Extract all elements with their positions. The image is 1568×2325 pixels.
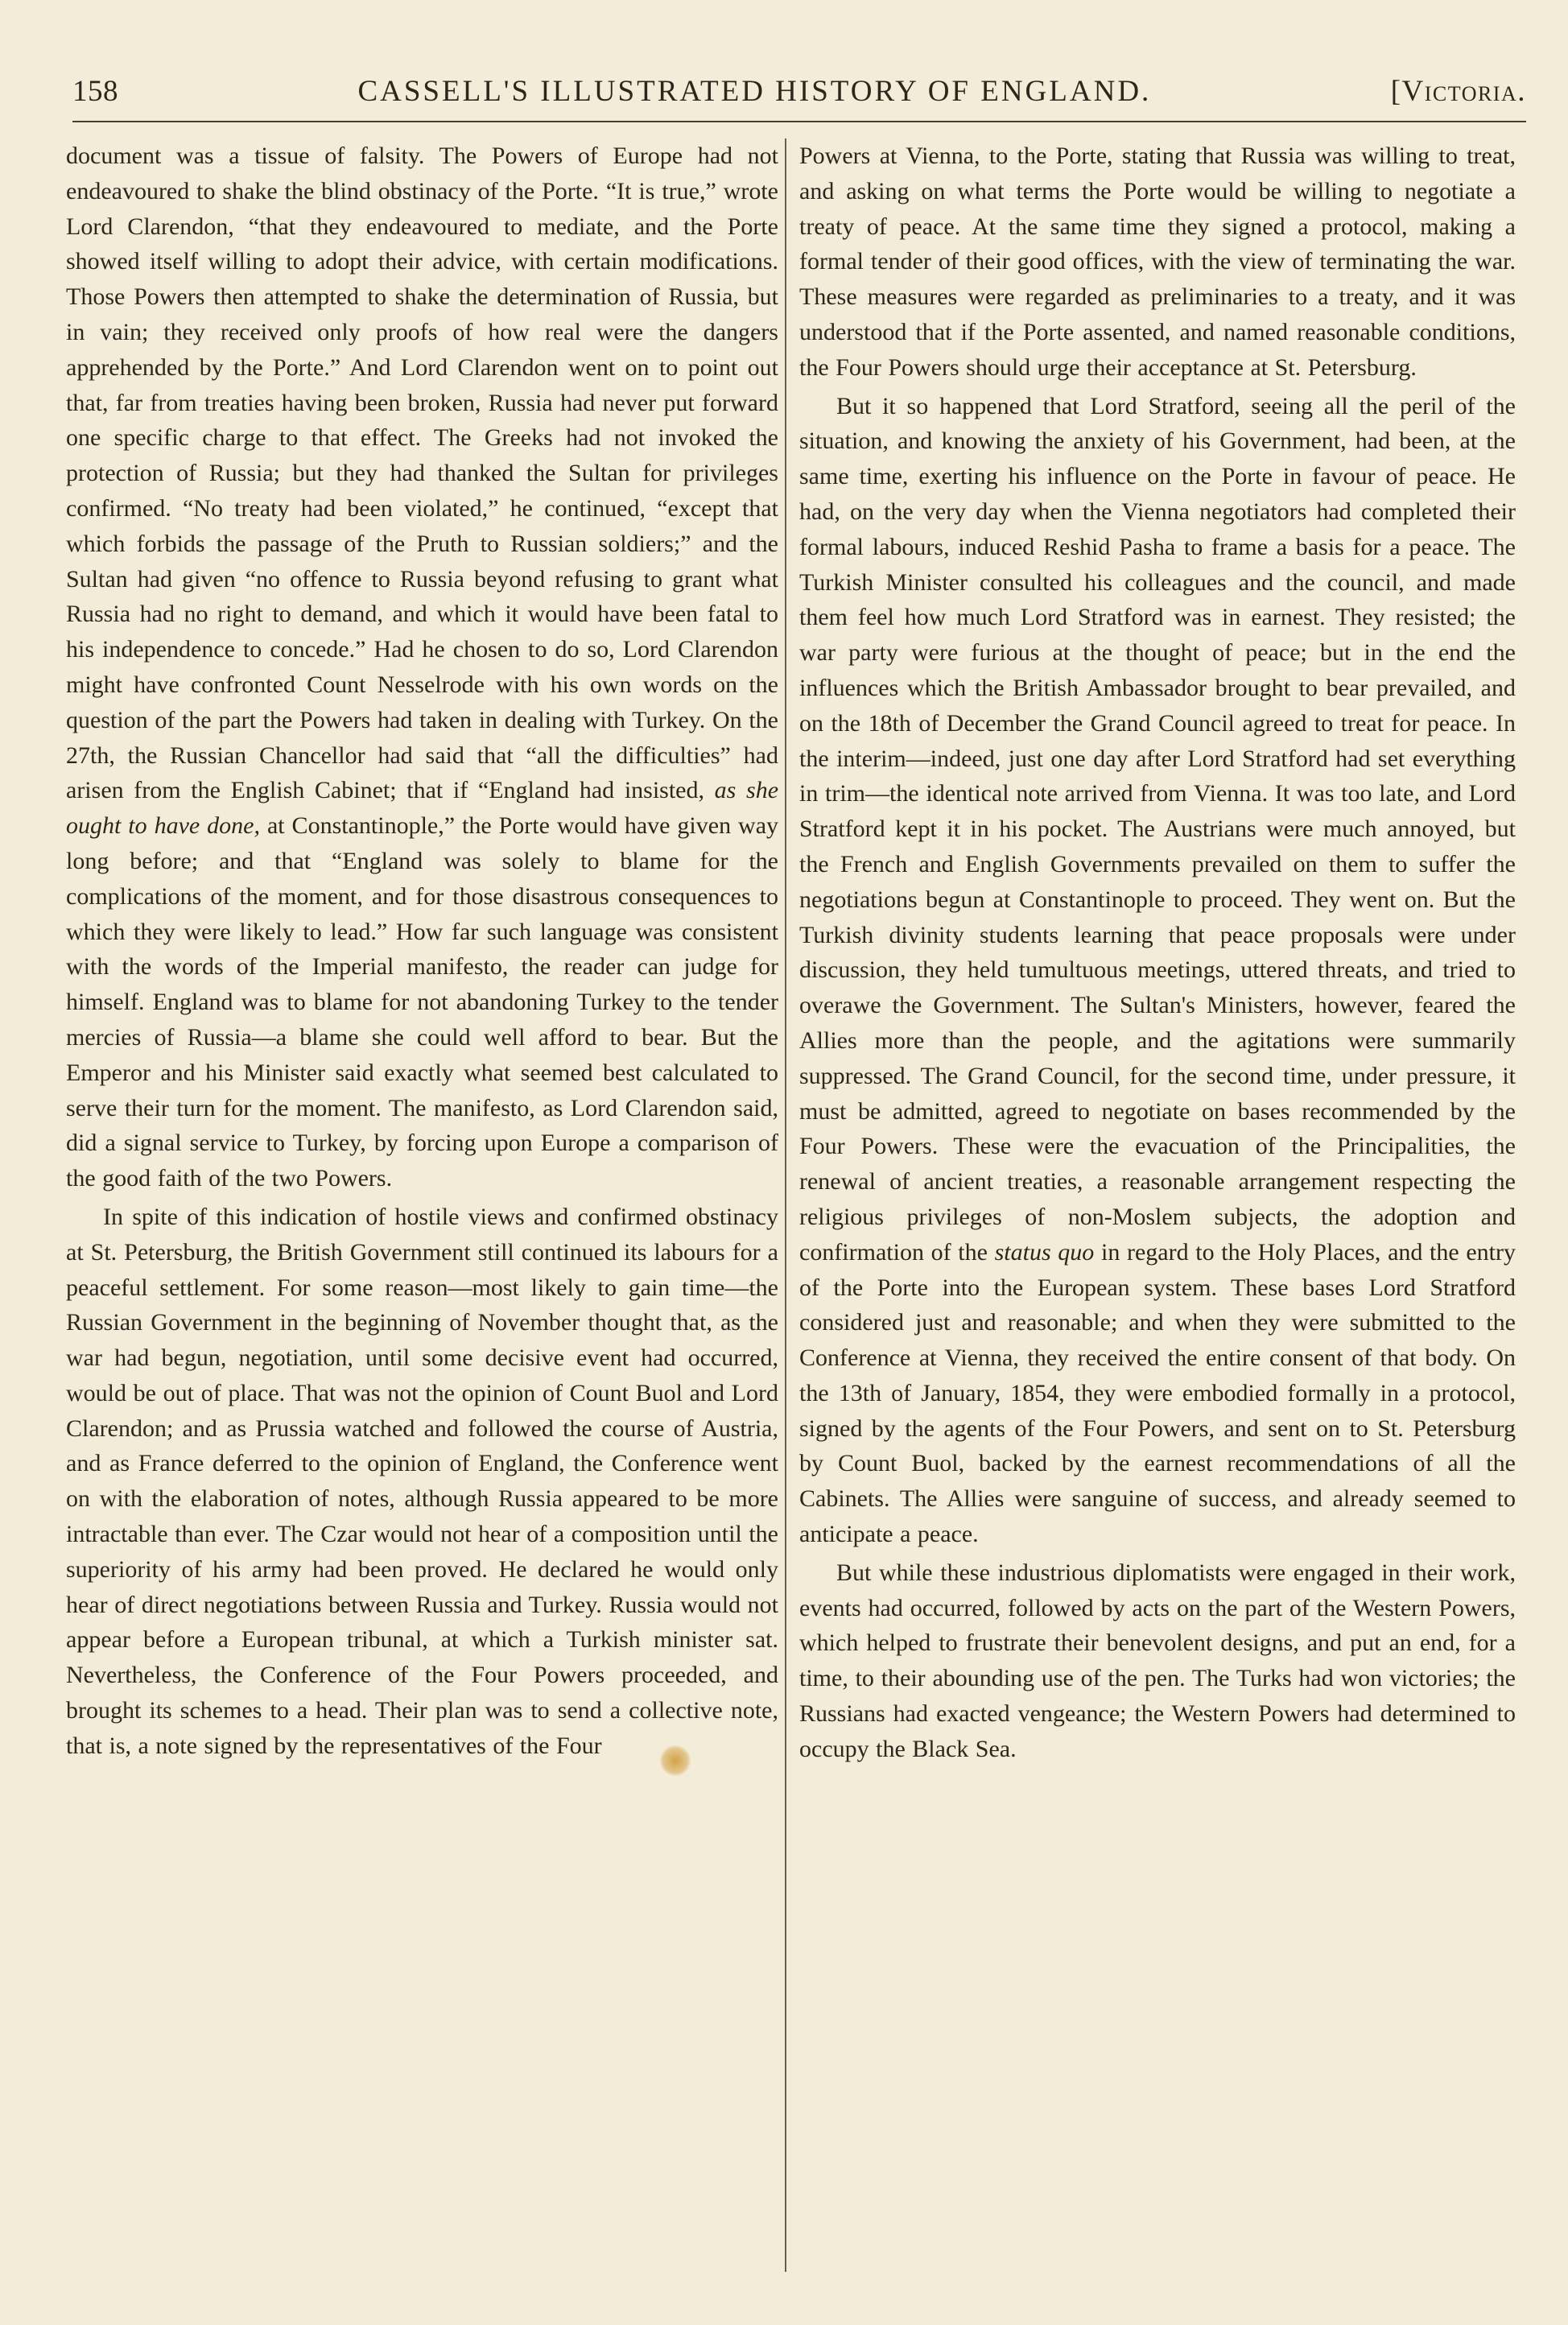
paragraph: In spite of this indication of hostile views and confirmed obstinacy at St. Petersburg, the British Government still continued its labours for a peaceful settlement. For some reason—most likely to gain time—the Russian Government in the beginning of November thought that, as the war had begun, negotiation, until some decisive event had occurred, would be out of place. That was not the opinion of Count Buol and Lord Clarendon; and as Prussia watched and followed the course of Austria, and as France deferred to the opinion of England, the Conference went on with the elaboration of notes, although Russia appeared to be more intractable than ever. The Czar would not hear of a composition until the superiority of his army had been proved. He declared he would only hear of direct negotiations between Russia and Turkey. Russia would not appear before a European tribunal, at which a Turkish minister sat. Nevertheless, the Conference of the Four Powers proceeded, and brought its schemes to a head. Their plan was to send a collective note, that is, a note signed by the representatives of the Four [66,1203,778,1759]
running-header [72,74,1526,122]
paragraph-text: But it so happened that Lord Stratford, seeing all the peril of the situation, and knowing the anxiety of his Government, had been, at the same time, exerting his influence on the Porte in favour of peace. He had, on the very day when the Vienna negotiators had completed their formal labours, induced Reshid Pasha to frame a basis for a peace. The Turkish Minister consulted his colleagues and the council, and made them feel how much Lord Stratford was in earnest. They resisted; the war party were furious at the thought of peace; but in the end the influences which the British Ambassador brought to bear prevailed, and on the 18th of December the Grand Council agreed to treat for peace. In the interim—indeed, just one day after Lord Stratford had set everything in trim—the identical note arrived from Vienna. It was too late, and Lord Stratford kept it in his pocket. The Austrians were much annoyed, but the French and English Governments prevailed on them to suffer the negotiations begun at Constantinople to proceed. They went on. But the Turkish divinity students learning that peace proposals were under discussion, they held tumultuous meetings, uttered threats, and tried to overawe the Government. The Sultan's Ministers, however, feared the Allies more than the people, and the agitations were summarily suppressed. The Grand Council, for the second time, under pressure, it must be admitted, agreed to negotiate on bases recommended by the Four Powers. These were the evacuation of the Principalities, the renewal of ancient treaties, a reasonable arrangement respecting the religious privileges of non-Moslem subjects, the adoption and confirmation of the [799,392,1516,1266]
paragraph [799,389,1516,1552]
italic-text: as she ought to have done, [66,777,779,840]
column-divider [785,138,786,2272]
paragraph [66,138,778,1196]
paragraph: But while these industrious diplomatists were engaged in their work, events had occurred, followed by acts on the part of the Western Powers, which helped to frustrate their benevolent designs, and put an end, for a time, to their abounding use of the pen. The Turks had won victories; the Russians had exacted vengeance; the Western Powers had determined to occupy the Black Sea. [799,1559,1516,1762]
right-column [799,138,1516,1767]
section-label: [Victoria. [1390,75,1526,108]
paragraph-text: document was a tissue of falsity. The Powers of Europe had not endeavoured to shake the blind obstinacy of the Porte. “It is true,” wrote Lord Clarendon, “that they endeavoured to mediate, and the Porte showed itself willing to adopt their advice, with certain modifications. Those Powers then attempted to shake the determination of Russia, but in vain; they received only proofs of how real were the dangers apprehended by the Porte.” And Lord Clarendon went on to point out that, far from treaties having been broken, Russia had never put forward one specific charge to that effect. The Greeks had not invoked the protection of Russia; but they had thanked the Sultan for privileges confirmed. “No treaty had been violated,” he continued, “except that which forbids the passage of the Pruth to Russian soldiers;” and the Sultan had given “no offence to Russia beyond refusing to grant what Russia had no right to demand, and which it would have been fatal to his independence to concede.” Had he chosen to do so, Lord Clarendon might have confronted Count Nesselrode with his own words on the question of the part the Powers had taken in dealing with Turkey. On the 27th, the Russian Chancellor had said that “all the difficulties” had arisen from the English Cabinet; that if “England had insisted, [66,142,778,804]
paragraph: Powers at Vienna, to the Porte, stating that Russia was willing to treat, and asking on what terms the Porte would be willing to negotiate a treaty of peace. At the same time they signed a protocol, making a formal tender of their good offices, with the view of terminating the war. These measures were regarded as preliminaries to a treaty, and it was understood that if the Porte assented, and named reasonable conditions, the Four Powers should urge their acceptance at St. Petersburg. [799,142,1516,381]
italic-text: status quo [994,1238,1095,1266]
paragraph-text: at Constantinople,” the Porte would have given way long before; and that “England was solely to blame for the complications of the moment, and for those disastrous consequences to which they were likely to lead.” How far such language was consistent with the words of the Imperial manifesto, the reader can judge for himself. England was to blame for not abandoning Turkey to the tender mercies of Russia—a blame she could well afford to bear. But the Emperor and his Minister said exactly what seemed best calculated to serve their turn for the moment. The manifesto, as Lord Clarendon said, did a signal service to Turkey, by forcing upon Europe a comparison of the good faith of the two Powers. [66,812,779,1192]
left-column [66,138,778,1764]
paper-stain [660,1745,691,1776]
running-title: CASSELL'S ILLUSTRATED HISTORY OF ENGLAND. [357,75,1152,108]
paragraph-text: in regard to the Holy Places, and the entry of the Porte into the European system. These bases Lord Stratford considered just and reasonable; and when they were submitted to the Conference at Vienna, they received the entire consent of that body. On the 13th of January, 1854, they were embodied formally in a protocol, signed by the agents of the Four Powers, and sent on to St. Petersburg by Count Buol, backed by the earnest recommendations of all the Cabinets. The Allies were sanguine of success, and already seemed to anticipate a peace. [799,1238,1516,1548]
page-number: 158 [72,75,118,108]
